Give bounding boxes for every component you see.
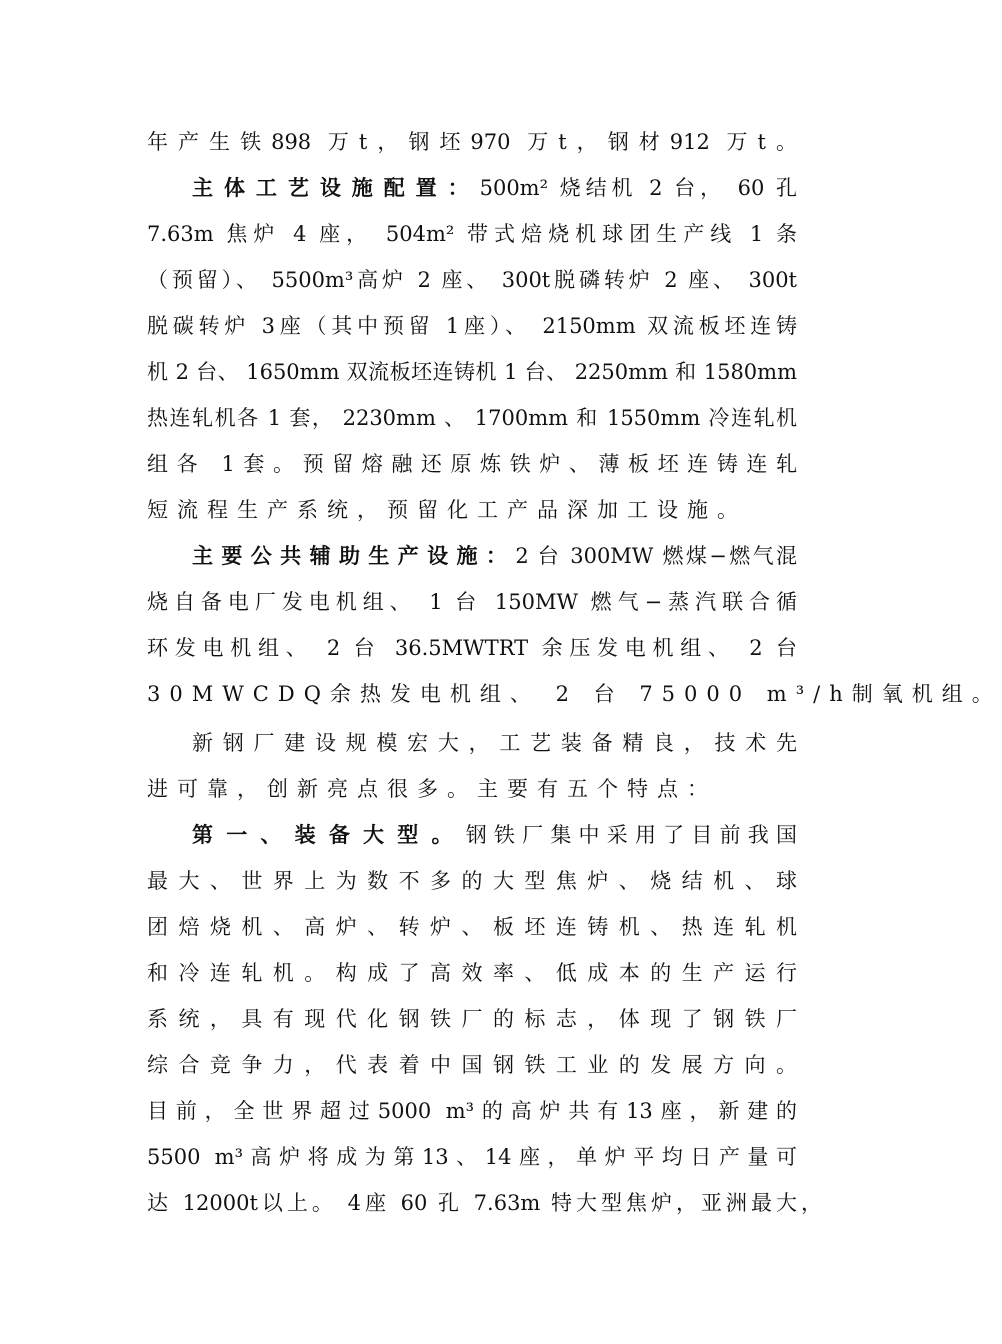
text-line bbox=[147, 1003, 797, 1035]
paragraph-lead: 主体工艺设施配置： bbox=[192, 175, 480, 200]
text-line-content: 和冷连轧机。构成了高效率、低成本的生产运行 bbox=[147, 961, 797, 985]
text-line-content: 年产生铁898 万t，钢坯970 万t，钢材912 万t。 bbox=[147, 130, 797, 154]
text-line-content: 7.63m 焦炉 4 座， 504m² 带式焙烧机球团生产线 1 条 bbox=[147, 222, 797, 246]
text-line bbox=[147, 218, 797, 250]
text-line bbox=[147, 402, 797, 434]
text-line-content: 最大、世界上为数不多的大型焦炉、烧结机、球 bbox=[147, 869, 797, 893]
text-line-content: 综合竞争力，代表着中国钢铁工业的发展方向。 bbox=[147, 1053, 797, 1077]
text-line bbox=[147, 356, 797, 388]
text-line bbox=[147, 494, 797, 526]
text-line-content: （预留）、 5500m³高炉 2 座、 300t脱磷转炉 2 座、 300t bbox=[147, 268, 797, 292]
text-line bbox=[147, 773, 797, 805]
text-line-content: 500m² 烧结机 2 台， 60 孔 bbox=[479, 176, 798, 200]
text-line bbox=[147, 911, 797, 943]
text-line bbox=[147, 632, 797, 664]
text-line-content: 组各 1套。预留熔融还原炼铁炉、薄板坯连铸连轧 bbox=[147, 452, 797, 476]
text-line bbox=[147, 264, 797, 296]
text-line bbox=[147, 1141, 797, 1173]
text-line-content: 目前，全世界超过5000 m³的高炉共有13座，新建的 bbox=[147, 1099, 797, 1123]
text-line-content: 达 12000t以上。 4座 60 孔 7.63m 特大型焦炉，亚洲最大， bbox=[147, 1191, 822, 1215]
text-line bbox=[147, 1187, 822, 1219]
text-line bbox=[147, 310, 797, 342]
text-line-content: 团焙烧机、高炉、转炉、板坯连铸机、热连轧机 bbox=[147, 915, 797, 939]
text-line-content: 短流程生产系统，预留化工产品深加工设施。 bbox=[147, 498, 747, 522]
text-line bbox=[147, 865, 797, 897]
text-line bbox=[147, 1049, 797, 1081]
text-line bbox=[147, 1095, 797, 1127]
text-line-content: 机 2 台、 1650mm 双流板坯连铸机 1 台、 2250mm 和 1580mm bbox=[147, 360, 797, 384]
text-line-content: 脱碳转炉 3座（其中预留 1座）、 2150mm 双流板坯连铸 bbox=[147, 314, 797, 338]
text-line-content: 热连轧机各 1 套， 2230mm 、 1700mm 和 1550mm 冷连轧机 bbox=[147, 406, 797, 430]
paragraph-lead: 主要公共辅助生产设施： bbox=[192, 543, 516, 568]
text-line bbox=[147, 957, 797, 989]
text-line-content: 环发电机组、 2 台 36.5MWTRT 余压发电机组、 2 台 bbox=[147, 636, 797, 660]
text-line bbox=[147, 678, 1002, 710]
text-line-content: 钢铁厂集中采用了目前我国 bbox=[465, 823, 798, 847]
text-line-content: 系统，具有现代化钢铁厂的标志，体现了钢铁厂 bbox=[147, 1007, 797, 1031]
text-line-content: 2 台 300MW 燃煤−燃气混 bbox=[515, 544, 798, 568]
text-line-content: 进可靠，创新亮点很多。主要有五个特点： bbox=[147, 777, 717, 801]
paragraph-heading-line bbox=[192, 172, 797, 204]
text-line bbox=[147, 586, 797, 618]
paragraph-lead: 第一、装备大型。 bbox=[192, 822, 466, 847]
text-line-content: 新钢厂建设规模宏大，工艺装备精良，技术先 bbox=[192, 731, 797, 755]
text-line bbox=[192, 727, 797, 759]
text-line bbox=[147, 126, 797, 158]
text-line-content: 烧自备电厂发电机组、 1 台 150MW 燃气−蒸汽联合循 bbox=[147, 590, 797, 614]
text-line-content: 30MWCDQ余热发电机组、 2 台 75000 m³/h制氧机组。 bbox=[147, 682, 1002, 706]
paragraph-heading-line bbox=[192, 819, 797, 851]
text-line-content: 5500 m³高炉将成为第13、14座，单炉平均日产量可 bbox=[147, 1145, 797, 1169]
paragraph-heading-line bbox=[192, 540, 797, 572]
text-line bbox=[147, 448, 797, 480]
